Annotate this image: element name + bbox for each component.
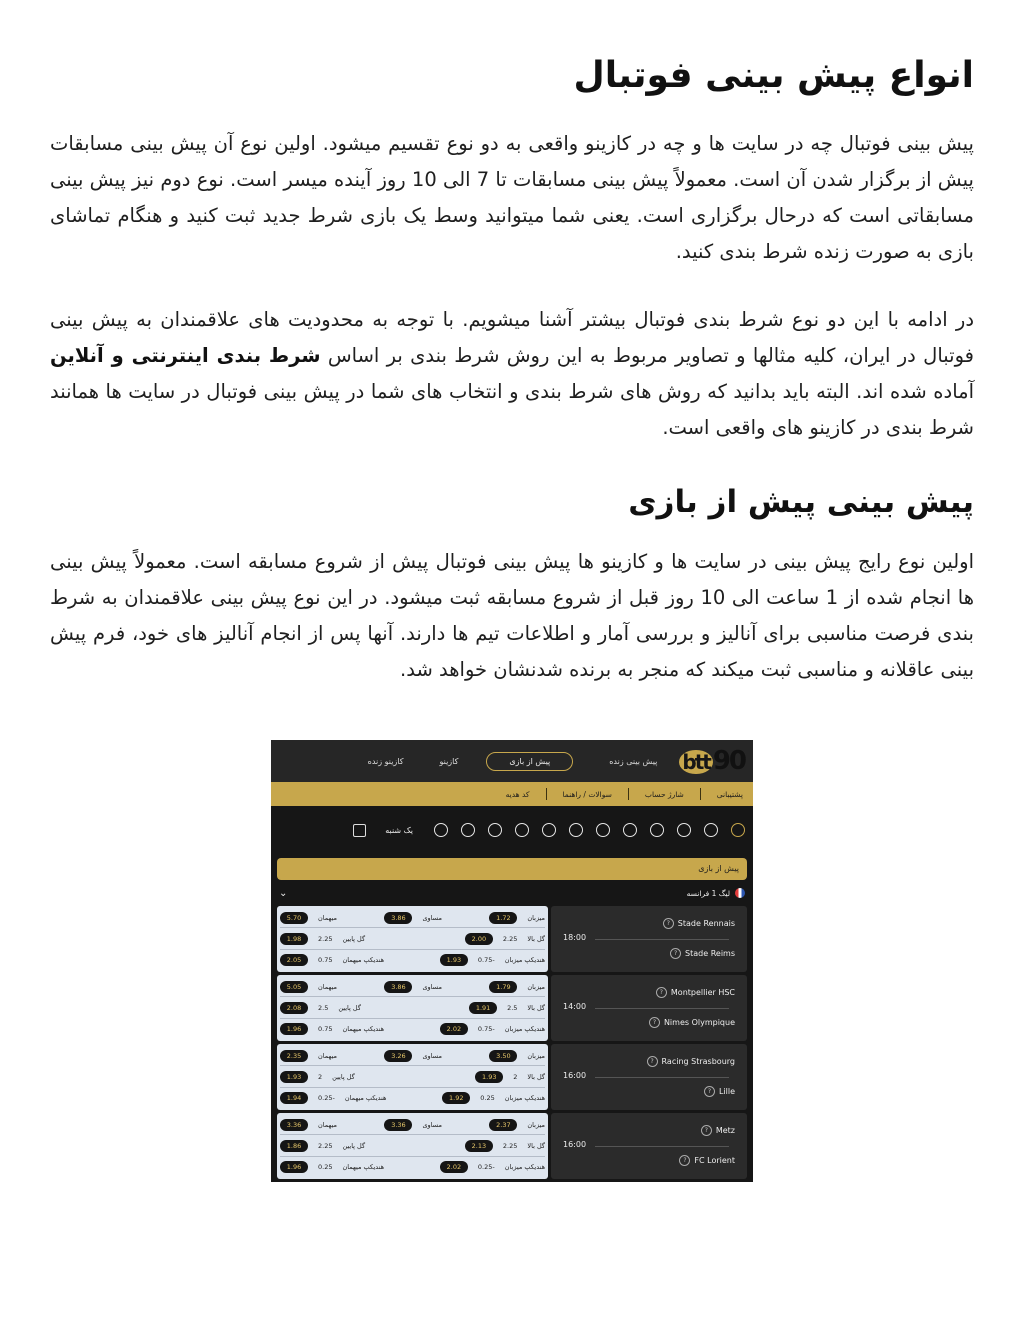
- odd-over-cell: [465, 933, 545, 945]
- odds-row-totals: [280, 1136, 545, 1156]
- home-team: [647, 1056, 735, 1067]
- divider: [595, 939, 729, 940]
- paragraph-1: پیش بینی فوتبال چه در سایت ها و چه در کازینو واقعی به دو نوع تقسیم میشود. اولین نوع آن پیش بینی مسابقات پیش از برگزار شدن آن است. معمولاً پیش بینی مسابقات تا 7 الی 10 روز آینده میسر است. نوع دوم نیز پیش بینی مسابقاتی است که درحال برگزاری است. یعنی شما میتوانید وسط یک بازی شرط جدید ثبت کنید و هنگام تماشای بازی به صورت زنده شرط بندی کنید.: [50, 132, 974, 263]
- odds-row-totals: [280, 929, 545, 949]
- odds-row-handicap: [280, 1089, 545, 1108]
- away-team: [704, 1086, 735, 1097]
- odds-row-totals: [280, 1067, 545, 1087]
- away-team: [649, 1017, 735, 1028]
- odds-row-1x2: [280, 977, 545, 997]
- odd-hcp-home-cell: [440, 954, 545, 966]
- odd-under-cell: [280, 1071, 355, 1083]
- handicap-line: -0.25: [318, 1094, 335, 1103]
- odd-handicap-away[interactable]: 1.94: [280, 1092, 308, 1104]
- hockey-icon[interactable]: [461, 823, 475, 837]
- odd-home-cell: [489, 1050, 545, 1062]
- site-header: [271, 740, 753, 782]
- day-selector[interactable]: یک شنبه: [385, 825, 413, 835]
- goal-line: 2.25: [318, 934, 333, 943]
- away-team-name: FC Lorient: [694, 1156, 735, 1165]
- paragraph-2: [50, 302, 974, 446]
- basketball-icon[interactable]: [650, 823, 664, 837]
- odd-home[interactable]: 1.79: [489, 981, 517, 993]
- odd-label: هندیکپ میزبان: [504, 956, 545, 965]
- odd-draw-cell: [384, 912, 442, 924]
- odd-draw[interactable]: 3.36: [384, 1119, 412, 1131]
- odds-row-handicap: [280, 1158, 545, 1177]
- match-teams[interactable]: [551, 1044, 747, 1110]
- rugby-icon[interactable]: [515, 823, 529, 837]
- handicap-line: -0.25: [477, 1163, 495, 1172]
- odds-row-handicap: [280, 951, 545, 970]
- odd-hcp-home-cell: [440, 1023, 545, 1035]
- odd-home-cell: [489, 912, 545, 924]
- divider: [546, 788, 547, 800]
- odd-label: مساوی: [422, 982, 442, 991]
- odd-handicap-home[interactable]: 1.92: [442, 1092, 470, 1104]
- odds-panel: [277, 1044, 548, 1110]
- odd-away[interactable]: 5.05: [280, 981, 308, 993]
- odd-over[interactable]: 2.00: [465, 933, 493, 945]
- handicap-line: 0.75: [318, 956, 333, 965]
- odd-under[interactable]: 1.93: [280, 1071, 308, 1083]
- divider: [595, 1008, 729, 1009]
- cycling-icon[interactable]: [569, 823, 583, 837]
- odd-label: هندیکپ میهمان: [342, 1163, 385, 1172]
- odd-label: گل بالا: [527, 934, 545, 943]
- handicap-line: -0.75: [477, 1025, 495, 1034]
- pre-match-section-title: پیش از بازی: [277, 858, 747, 880]
- home-team: [701, 1125, 735, 1136]
- match-row: [277, 975, 747, 1041]
- odds-panel: [277, 1113, 548, 1179]
- odds-row-totals: [280, 998, 545, 1018]
- home-team-name: Metz: [715, 1126, 735, 1135]
- odd-draw[interactable]: 3.26: [384, 1050, 412, 1062]
- home-team: [663, 918, 735, 929]
- paragraph-2-part-b: آماده شده اند. البته باید بدانید که روش های شرط بندی و انتخاب های شما در پیش بینی فوتبال در سایت ها همانند شرط بندی در کازینو های واقعی است.: [50, 380, 974, 439]
- nav-live-casino[interactable]: کازینو زنده: [367, 756, 404, 766]
- odd-over[interactable]: 1.91: [469, 1002, 497, 1014]
- odd-label: هندیکپ میزبان: [504, 1094, 545, 1103]
- nav-live-betting[interactable]: پیش بینی زنده: [609, 756, 658, 766]
- match-row: [277, 1113, 747, 1179]
- odd-over[interactable]: 2.13: [465, 1140, 493, 1152]
- odd-label: میزبان: [527, 1051, 545, 1060]
- odd-under[interactable]: 1.98: [280, 933, 308, 945]
- odds-row-1x2: [280, 1046, 545, 1066]
- site-logo: [679, 746, 745, 776]
- odd-away[interactable]: 5.70: [280, 912, 308, 924]
- info-icon[interactable]: ?: [647, 1056, 658, 1067]
- odd-label: مساوی: [422, 1120, 442, 1129]
- goal-line: 2: [513, 1072, 518, 1081]
- info-icon[interactable]: ?: [704, 1086, 715, 1097]
- handicap-line: -0.75: [477, 956, 495, 965]
- odd-away[interactable]: 2.35: [280, 1050, 308, 1062]
- handicap-line: 0.25: [480, 1094, 495, 1103]
- odd-label: میهمان: [318, 982, 337, 991]
- odd-hcp-away-cell: [280, 1023, 384, 1035]
- match-teams[interactable]: [551, 1113, 747, 1179]
- match-row: [277, 906, 747, 972]
- home-team-name: Stade Rennais: [677, 919, 735, 928]
- goal-line: 2.25: [502, 934, 518, 943]
- odd-label: هندیکپ میهمان: [344, 1094, 387, 1103]
- goal-line: 2.25: [318, 1141, 333, 1150]
- divider: [595, 1146, 729, 1147]
- odd-label: هندیکپ میزبان: [504, 1025, 545, 1034]
- betting-site-screenshot: [271, 740, 753, 1182]
- handicap-line: 0.75: [318, 1025, 333, 1034]
- odd-label: گل بالا: [527, 1072, 545, 1081]
- odd-home[interactable]: 3.50: [489, 1050, 517, 1062]
- odd-draw-cell: [384, 981, 442, 993]
- odd-label: گل بالا: [527, 1141, 545, 1150]
- home-team-name: Racing Strasbourg: [661, 1057, 735, 1066]
- tennis-icon[interactable]: [488, 823, 502, 837]
- odds-row-handicap: [280, 1020, 545, 1039]
- divider: [595, 1077, 729, 1078]
- odds-row-1x2: [280, 908, 545, 928]
- odd-label: گل پایین: [338, 1003, 361, 1012]
- odd-label: گل پایین: [342, 934, 366, 943]
- away-team: [679, 1155, 735, 1166]
- faq-link[interactable]: سوالات / راهنما: [562, 789, 612, 799]
- odd-label: میهمان: [318, 1051, 337, 1060]
- divider: [628, 788, 629, 800]
- odd-label: میهمان: [318, 1120, 337, 1129]
- odd-away-cell: [280, 981, 337, 993]
- home-team: [656, 987, 735, 998]
- away-team-name: Nimes Olympique: [663, 1018, 735, 1027]
- odd-label: مساوی: [422, 913, 442, 922]
- odds-row-1x2: [280, 1115, 545, 1135]
- odd-away-cell: [280, 1119, 337, 1131]
- match-list: [271, 906, 753, 1179]
- odd-draw-cell: [384, 1119, 442, 1131]
- baseball-icon[interactable]: [677, 823, 691, 837]
- odd-over[interactable]: 1.93: [475, 1071, 503, 1083]
- match-row: [277, 1044, 747, 1110]
- goal-line: 2.25: [502, 1141, 518, 1150]
- odds-panel: [277, 975, 548, 1041]
- match-time: 16:00: [563, 1071, 587, 1080]
- handicap-line: 0.25: [318, 1163, 333, 1172]
- runner-icon[interactable]: [596, 823, 610, 837]
- away-team-name: Stade Reims: [685, 949, 735, 958]
- odd-hcp-away-cell: [280, 1161, 384, 1173]
- odd-draw[interactable]: 3.86: [384, 912, 412, 924]
- odd-away-cell: [280, 1050, 337, 1062]
- away-team-name: Lille: [718, 1087, 735, 1096]
- paragraph-2-part-a: در ادامه با این دو نوع شرط بندی فوتبال بیشتر آشنا میشویم. با توجه به محدودیت های علاقمندان به پیش بینی فوتبال در ایران، کلیه مثالها و تصاویر مربوط به این روش شرط بندی بر اساس: [50, 308, 974, 367]
- support-link[interactable]: پشتیبانی: [716, 789, 743, 799]
- odd-draw-cell: [384, 1050, 442, 1062]
- divider: [700, 788, 701, 800]
- sub-navigation: [271, 782, 753, 806]
- odd-under-cell: [280, 1002, 361, 1014]
- nav-casino[interactable]: کازینو: [439, 756, 459, 766]
- info-icon[interactable]: ?: [649, 1017, 660, 1028]
- sports-filter-row: [271, 810, 753, 850]
- cricket-icon[interactable]: [704, 823, 718, 837]
- online-betting-link-text: شرط بندی اینترنتی و آنلاین: [50, 344, 321, 367]
- odd-label: هندیکپ میزبان: [504, 1163, 545, 1172]
- odd-over-cell: [469, 1002, 545, 1014]
- odd-over-cell: [465, 1140, 545, 1152]
- handball-icon[interactable]: [434, 823, 448, 837]
- odd-under[interactable]: 1.86: [280, 1140, 308, 1152]
- info-icon[interactable]: ?: [663, 918, 674, 929]
- odd-hcp-home-cell: [440, 1161, 545, 1173]
- odd-away-cell: [280, 912, 337, 924]
- logo-text-a: btt: [679, 750, 712, 774]
- odd-handicap-home[interactable]: 2.02: [440, 1023, 468, 1035]
- league-header[interactable]: [271, 883, 753, 903]
- france-flag-icon: [735, 888, 745, 898]
- article: [50, 0, 974, 1182]
- page-title: انواع پیش بینی فوتبال: [573, 55, 974, 96]
- odd-under-cell: [280, 1140, 365, 1152]
- odd-label: هندیکپ میهمان: [342, 1025, 385, 1034]
- odd-home-cell: [489, 1119, 545, 1131]
- goal-line: 2: [318, 1072, 323, 1081]
- gift-code-link[interactable]: کد هدیه: [505, 789, 530, 799]
- match-teams[interactable]: [551, 906, 747, 972]
- odd-hcp-away-cell: [280, 1092, 386, 1104]
- odd-home[interactable]: 2.37: [489, 1119, 517, 1131]
- nav-pre-match[interactable]: پیش از بازی: [486, 752, 573, 771]
- odd-handicap-home[interactable]: 1.93: [440, 954, 468, 966]
- odd-label: میزبان: [527, 913, 545, 922]
- golf-icon[interactable]: [542, 823, 556, 837]
- info-icon[interactable]: ?: [656, 987, 667, 998]
- odd-hcp-home-cell: [442, 1092, 545, 1104]
- odd-label: گل پایین: [342, 1141, 366, 1150]
- odd-label: میزبان: [527, 982, 545, 991]
- odds-panel: [277, 906, 548, 972]
- match-time: 16:00: [563, 1140, 587, 1149]
- odd-home-cell: [489, 981, 545, 993]
- calendar-icon[interactable]: [353, 824, 366, 837]
- league-name: لیگ 1 فرانسه: [686, 888, 730, 898]
- odd-under-cell: [280, 933, 365, 945]
- paragraph-3: اولین نوع رایج پیش بینی در سایت ها و کازینو ها پیش بینی فوتبال پیش از شروع مسابقه است. معمولاً پیش بینی ها انجام شده از 1 ساعت الی 10 روز قبل از شروع مسابقه ثبت میشود. در این نوع پیش بینی علاقمندان به شرط بندی فرصت مناسبی برای آنالیز و بررسی آمار و اطلاعات تیم ها دارند. آنها پس از انجام آنالیز های خود، فرم پیش بینی عاقلانه و مناسبی ثبت میکند که منجر به برنده شدنشان خواهد شد.: [50, 550, 974, 681]
- odd-home[interactable]: 1.72: [489, 912, 517, 924]
- odd-handicap-away[interactable]: 1.96: [280, 1023, 308, 1035]
- home-team-name: Montpellier HSC: [670, 988, 735, 997]
- odd-handicap-away[interactable]: 2.05: [280, 954, 308, 966]
- odd-label: میهمان: [318, 913, 337, 922]
- odd-handicap-home[interactable]: 2.02: [440, 1161, 468, 1173]
- goal-line: 2.5: [507, 1003, 518, 1012]
- football-icon[interactable]: [731, 823, 745, 837]
- away-team: [670, 948, 735, 959]
- match-time: 14:00: [563, 1002, 587, 1011]
- chevron-down-icon[interactable]: ⌄: [279, 887, 288, 899]
- logo-text-b: 90: [712, 746, 745, 776]
- charge-account-link[interactable]: شارژ حساب: [644, 789, 684, 799]
- match-time: 18:00: [563, 933, 587, 942]
- odd-label: گل بالا: [527, 1003, 545, 1012]
- odd-label: میزبان: [527, 1120, 545, 1129]
- odd-under[interactable]: 2.08: [280, 1002, 308, 1014]
- info-icon[interactable]: ?: [670, 948, 681, 959]
- odd-over-cell: [475, 1071, 545, 1083]
- odd-label: مساوی: [422, 1051, 442, 1060]
- info-icon[interactable]: ?: [679, 1155, 690, 1166]
- odd-away[interactable]: 3.36: [280, 1119, 308, 1131]
- section-heading: پیش بینی پیش از بازی: [628, 484, 974, 520]
- odd-draw[interactable]: 3.86: [384, 981, 412, 993]
- odd-handicap-away[interactable]: 1.96: [280, 1161, 308, 1173]
- odd-label: گل پایین: [332, 1072, 355, 1081]
- odd-hcp-away-cell: [280, 954, 384, 966]
- match-teams[interactable]: [551, 975, 747, 1041]
- info-icon[interactable]: ?: [701, 1125, 712, 1136]
- goal-line: 2.5: [318, 1003, 329, 1012]
- volleyball-icon[interactable]: [623, 823, 637, 837]
- odd-label: هندیکپ میهمان: [342, 956, 385, 965]
